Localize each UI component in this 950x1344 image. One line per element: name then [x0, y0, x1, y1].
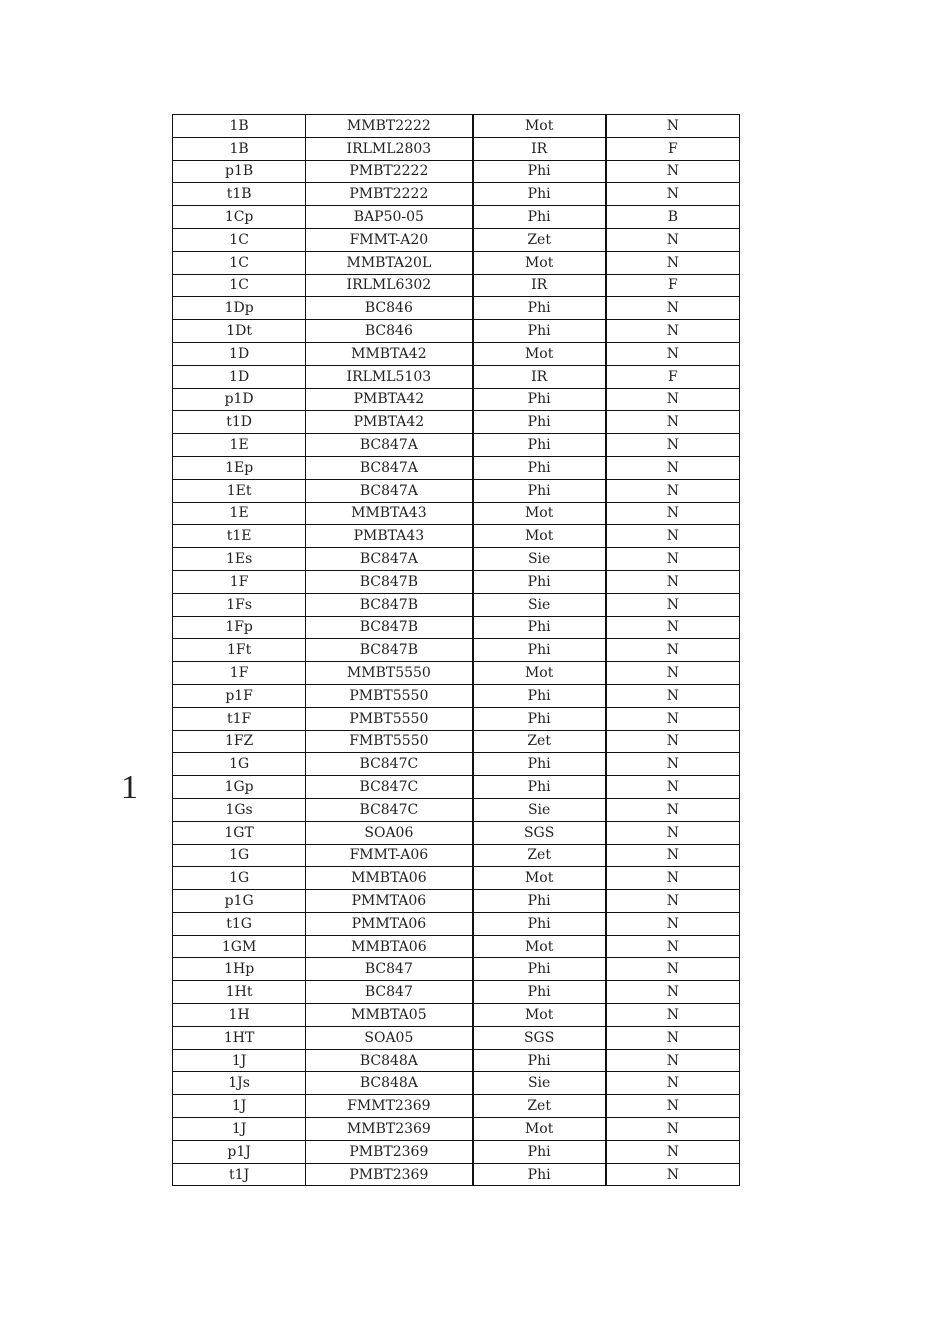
manufacturer-cell: Phi — [473, 320, 606, 343]
marking-code-cell: 1E — [173, 502, 306, 525]
table-row — [173, 616, 740, 639]
manufacturer-cell: Phi — [473, 1049, 606, 1072]
device-type-cell: N — [606, 912, 740, 935]
device-type-cell: N — [606, 251, 740, 274]
device-type-cell: N — [606, 1163, 740, 1186]
part-number-cell: MMBTA43 — [306, 502, 473, 525]
table-row — [173, 890, 740, 913]
device-type-cell: N — [606, 639, 740, 662]
manufacturer-cell: Sie — [473, 1072, 606, 1095]
part-number-cell: BAP50-05 — [306, 206, 473, 229]
part-number-cell: BC847B — [306, 570, 473, 593]
manufacturer-cell: SGS — [473, 821, 606, 844]
manufacturer-cell: Phi — [473, 206, 606, 229]
marking-code-cell: 1F — [173, 570, 306, 593]
marking-code-cell: 1Dt — [173, 320, 306, 343]
marking-code-cell: 1J — [173, 1049, 306, 1072]
manufacturer-cell: Sie — [473, 593, 606, 616]
table-row — [173, 570, 740, 593]
table-row — [173, 1072, 740, 1095]
manufacturer-cell: Phi — [473, 297, 606, 320]
manufacturer-cell: Mot — [473, 115, 606, 138]
part-number-cell: IRLML6302 — [306, 274, 473, 297]
device-type-cell: N — [606, 160, 740, 183]
device-type-cell: N — [606, 548, 740, 571]
part-number-cell: MMBTA20L — [306, 251, 473, 274]
marking-code-cell: p1J — [173, 1140, 306, 1163]
manufacturer-cell: Phi — [473, 479, 606, 502]
device-type-cell: N — [606, 616, 740, 639]
table-row — [173, 160, 740, 183]
device-type-cell: N — [606, 593, 740, 616]
marking-code-cell: 1Hp — [173, 958, 306, 981]
manufacturer-cell: Phi — [473, 456, 606, 479]
table-row — [173, 115, 740, 138]
device-type-cell: N — [606, 502, 740, 525]
part-number-cell: FMMT-A20 — [306, 228, 473, 251]
manufacturer-cell: Phi — [473, 616, 606, 639]
part-number-cell: PMBT2369 — [306, 1163, 473, 1186]
part-number-cell: IRLML5103 — [306, 365, 473, 388]
manufacturer-cell: Phi — [473, 890, 606, 913]
marking-code-cell: 1D — [173, 365, 306, 388]
part-number-cell: PMMTA06 — [306, 890, 473, 913]
part-number-cell: MMBTA42 — [306, 342, 473, 365]
part-number-cell: BC847B — [306, 616, 473, 639]
marking-code-cell: 1J — [173, 1095, 306, 1118]
device-type-cell: N — [606, 958, 740, 981]
marking-code-cell: 1F — [173, 662, 306, 685]
marking-code-cell: t1B — [173, 183, 306, 206]
table-row — [173, 912, 740, 935]
manufacturer-cell: IR — [473, 365, 606, 388]
manufacturer-cell: Phi — [473, 388, 606, 411]
marking-code-cell: 1FZ — [173, 730, 306, 753]
manufacturer-cell: Mot — [473, 935, 606, 958]
part-number-cell: BC848A — [306, 1049, 473, 1072]
manufacturer-cell: Phi — [473, 411, 606, 434]
marking-code-cell: 1C — [173, 251, 306, 274]
marking-code-cell: 1C — [173, 274, 306, 297]
manufacturer-cell: Mot — [473, 525, 606, 548]
marking-code-cell: 1E — [173, 434, 306, 457]
marking-code-cell: t1G — [173, 912, 306, 935]
part-number-cell: FMBT5550 — [306, 730, 473, 753]
device-type-cell: N — [606, 183, 740, 206]
device-type-cell: N — [606, 662, 740, 685]
manufacturer-cell: Phi — [473, 912, 606, 935]
manufacturer-cell: Phi — [473, 776, 606, 799]
manufacturer-cell: Mot — [473, 1118, 606, 1141]
marking-code-cell: 1Js — [173, 1072, 306, 1095]
marking-code-cell: 1C — [173, 228, 306, 251]
table-row — [173, 1026, 740, 1049]
manufacturer-cell: Mot — [473, 342, 606, 365]
marking-code-cell: 1B — [173, 137, 306, 160]
table-row — [173, 776, 740, 799]
table-row — [173, 1163, 740, 1186]
device-type-cell: N — [606, 320, 740, 343]
table-row — [173, 1118, 740, 1141]
table-row — [173, 662, 740, 685]
marking-code-cell: 1Gs — [173, 798, 306, 821]
device-type-cell: N — [606, 1140, 740, 1163]
part-number-cell: BC847C — [306, 753, 473, 776]
part-number-cell: MMBTA06 — [306, 867, 473, 890]
manufacturer-cell: Sie — [473, 798, 606, 821]
device-type-cell: N — [606, 821, 740, 844]
part-number-cell: BC848A — [306, 1072, 473, 1095]
table-row — [173, 844, 740, 867]
manufacturer-cell: Zet — [473, 1095, 606, 1118]
device-type-cell: N — [606, 115, 740, 138]
table-row — [173, 388, 740, 411]
part-number-cell: FMMT2369 — [306, 1095, 473, 1118]
marking-code-cell: 1G — [173, 753, 306, 776]
table-row — [173, 1004, 740, 1027]
manufacturer-cell: Phi — [473, 684, 606, 707]
marking-code-cell: 1GM — [173, 935, 306, 958]
table-row — [173, 137, 740, 160]
manufacturer-cell: Mot — [473, 662, 606, 685]
table-row — [173, 593, 740, 616]
table-row — [173, 1095, 740, 1118]
part-number-cell: MMBT5550 — [306, 662, 473, 685]
manufacturer-cell: Zet — [473, 730, 606, 753]
device-type-cell: N — [606, 525, 740, 548]
marking-code-cell: p1B — [173, 160, 306, 183]
device-type-cell: N — [606, 798, 740, 821]
part-number-cell: BC847C — [306, 776, 473, 799]
device-type-cell: B — [606, 206, 740, 229]
table-body — [173, 115, 740, 1186]
device-type-cell: N — [606, 844, 740, 867]
part-number-cell: BC847A — [306, 479, 473, 502]
device-type-cell: N — [606, 753, 740, 776]
marking-code-cell: 1Es — [173, 548, 306, 571]
marking-code-cell: 1HT — [173, 1026, 306, 1049]
manufacturer-cell: Phi — [473, 183, 606, 206]
table-row — [173, 502, 740, 525]
device-type-cell: N — [606, 684, 740, 707]
device-type-cell: N — [606, 434, 740, 457]
part-number-cell: BC847B — [306, 639, 473, 662]
marking-code-cell: t1J — [173, 1163, 306, 1186]
part-number-cell: PMBTA43 — [306, 525, 473, 548]
part-number-cell: BC847 — [306, 981, 473, 1004]
manufacturer-cell: Phi — [473, 981, 606, 1004]
table-row — [173, 297, 740, 320]
device-type-cell: N — [606, 867, 740, 890]
marking-code-cell: 1B — [173, 115, 306, 138]
manufacturer-cell: Phi — [473, 570, 606, 593]
table-row — [173, 981, 740, 1004]
marking-code-cell: 1G — [173, 867, 306, 890]
table-row — [173, 456, 740, 479]
part-number-cell: PMBTA42 — [306, 388, 473, 411]
device-type-cell: F — [606, 137, 740, 160]
part-number-cell: PMBT5550 — [306, 707, 473, 730]
manufacturer-cell: Mot — [473, 251, 606, 274]
manufacturer-cell: Zet — [473, 844, 606, 867]
marking-code-cell: 1H — [173, 1004, 306, 1027]
table-row — [173, 183, 740, 206]
manufacturer-cell: IR — [473, 274, 606, 297]
marking-code-cell: 1Gp — [173, 776, 306, 799]
part-number-cell: PMMTA06 — [306, 912, 473, 935]
part-number-cell: PMBT2222 — [306, 183, 473, 206]
marking-code-cell: 1Cp — [173, 206, 306, 229]
marking-code-cell: t1F — [173, 707, 306, 730]
manufacturer-cell: Mot — [473, 1004, 606, 1027]
device-type-cell: N — [606, 935, 740, 958]
manufacturer-cell: Sie — [473, 548, 606, 571]
device-type-cell: N — [606, 570, 740, 593]
manufacturer-cell: Phi — [473, 958, 606, 981]
device-type-cell: N — [606, 1049, 740, 1072]
manufacturer-cell: Phi — [473, 1140, 606, 1163]
table-row — [173, 753, 740, 776]
marking-code-cell: p1F — [173, 684, 306, 707]
manufacturer-cell: Phi — [473, 160, 606, 183]
table-row — [173, 251, 740, 274]
device-type-cell: N — [606, 411, 740, 434]
marking-code-cell: p1D — [173, 388, 306, 411]
manufacturer-cell: Phi — [473, 1163, 606, 1186]
section-label: 1 — [121, 769, 138, 806]
device-type-cell: N — [606, 228, 740, 251]
table-row — [173, 479, 740, 502]
marking-code-cell: 1Ep — [173, 456, 306, 479]
part-number-cell: BC846 — [306, 297, 473, 320]
marking-code-cell: 1J — [173, 1118, 306, 1141]
table-row — [173, 434, 740, 457]
device-type-cell: N — [606, 388, 740, 411]
part-number-cell: MMBT2369 — [306, 1118, 473, 1141]
part-number-cell: BC847A — [306, 434, 473, 457]
smd-code-table — [172, 114, 740, 1186]
device-type-cell: N — [606, 1072, 740, 1095]
marking-code-cell: p1G — [173, 890, 306, 913]
part-number-cell: MMBTA06 — [306, 935, 473, 958]
table-row — [173, 798, 740, 821]
table-row — [173, 342, 740, 365]
part-number-cell: MMBT2222 — [306, 115, 473, 138]
table-row — [173, 730, 740, 753]
device-type-cell: N — [606, 342, 740, 365]
part-number-cell: BC846 — [306, 320, 473, 343]
device-type-cell: N — [606, 297, 740, 320]
marking-code-cell: 1D — [173, 342, 306, 365]
part-number-cell: BC847A — [306, 548, 473, 571]
manufacturer-cell: Mot — [473, 502, 606, 525]
table-row — [173, 365, 740, 388]
table-row — [173, 707, 740, 730]
manufacturer-cell: Zet — [473, 228, 606, 251]
marking-code-cell: 1Ft — [173, 639, 306, 662]
device-type-cell: N — [606, 456, 740, 479]
device-type-cell: N — [606, 1004, 740, 1027]
part-number-cell: PMBTA42 — [306, 411, 473, 434]
manufacturer-cell: Phi — [473, 753, 606, 776]
table-row — [173, 411, 740, 434]
device-type-cell: N — [606, 981, 740, 1004]
device-type-cell: N — [606, 1026, 740, 1049]
marking-code-cell: 1GT — [173, 821, 306, 844]
table-row — [173, 228, 740, 251]
manufacturer-cell: Phi — [473, 707, 606, 730]
manufacturer-cell: IR — [473, 137, 606, 160]
device-type-cell: F — [606, 274, 740, 297]
table-row — [173, 320, 740, 343]
table-row — [173, 548, 740, 571]
device-type-cell: F — [606, 365, 740, 388]
device-type-cell: N — [606, 776, 740, 799]
table-row — [173, 1140, 740, 1163]
manufacturer-cell: Phi — [473, 639, 606, 662]
table-row — [173, 935, 740, 958]
part-number-cell: BC847A — [306, 456, 473, 479]
marking-code-cell: 1Fs — [173, 593, 306, 616]
device-type-cell: N — [606, 890, 740, 913]
part-number-cell: PMBT5550 — [306, 684, 473, 707]
marking-code-cell: 1Et — [173, 479, 306, 502]
part-number-cell: MMBTA05 — [306, 1004, 473, 1027]
table-row — [173, 639, 740, 662]
table-row — [173, 274, 740, 297]
table-row — [173, 206, 740, 229]
marking-code-cell: 1G — [173, 844, 306, 867]
marking-code-cell: 1Dp — [173, 297, 306, 320]
manufacturer-cell: Phi — [473, 434, 606, 457]
table-row — [173, 867, 740, 890]
part-number-cell: SOA05 — [306, 1026, 473, 1049]
device-type-cell: N — [606, 1118, 740, 1141]
table-row — [173, 1049, 740, 1072]
part-number-cell: PMBT2369 — [306, 1140, 473, 1163]
marking-code-cell: t1D — [173, 411, 306, 434]
part-number-cell: BC847B — [306, 593, 473, 616]
device-type-cell: N — [606, 479, 740, 502]
part-number-cell: BC847C — [306, 798, 473, 821]
table-row — [173, 684, 740, 707]
device-type-cell: N — [606, 707, 740, 730]
part-number-cell: PMBT2222 — [306, 160, 473, 183]
manufacturer-cell: SGS — [473, 1026, 606, 1049]
marking-code-cell: t1E — [173, 525, 306, 548]
table-row — [173, 821, 740, 844]
table-row — [173, 525, 740, 548]
manufacturer-cell: Mot — [473, 867, 606, 890]
part-number-cell: FMMT-A06 — [306, 844, 473, 867]
device-type-cell: N — [606, 1095, 740, 1118]
part-number-cell: IRLML2803 — [306, 137, 473, 160]
marking-code-cell: 1Ht — [173, 981, 306, 1004]
table-row — [173, 958, 740, 981]
device-type-cell: N — [606, 730, 740, 753]
marking-code-cell: 1Fp — [173, 616, 306, 639]
part-number-cell: SOA06 — [306, 821, 473, 844]
part-number-cell: BC847 — [306, 958, 473, 981]
